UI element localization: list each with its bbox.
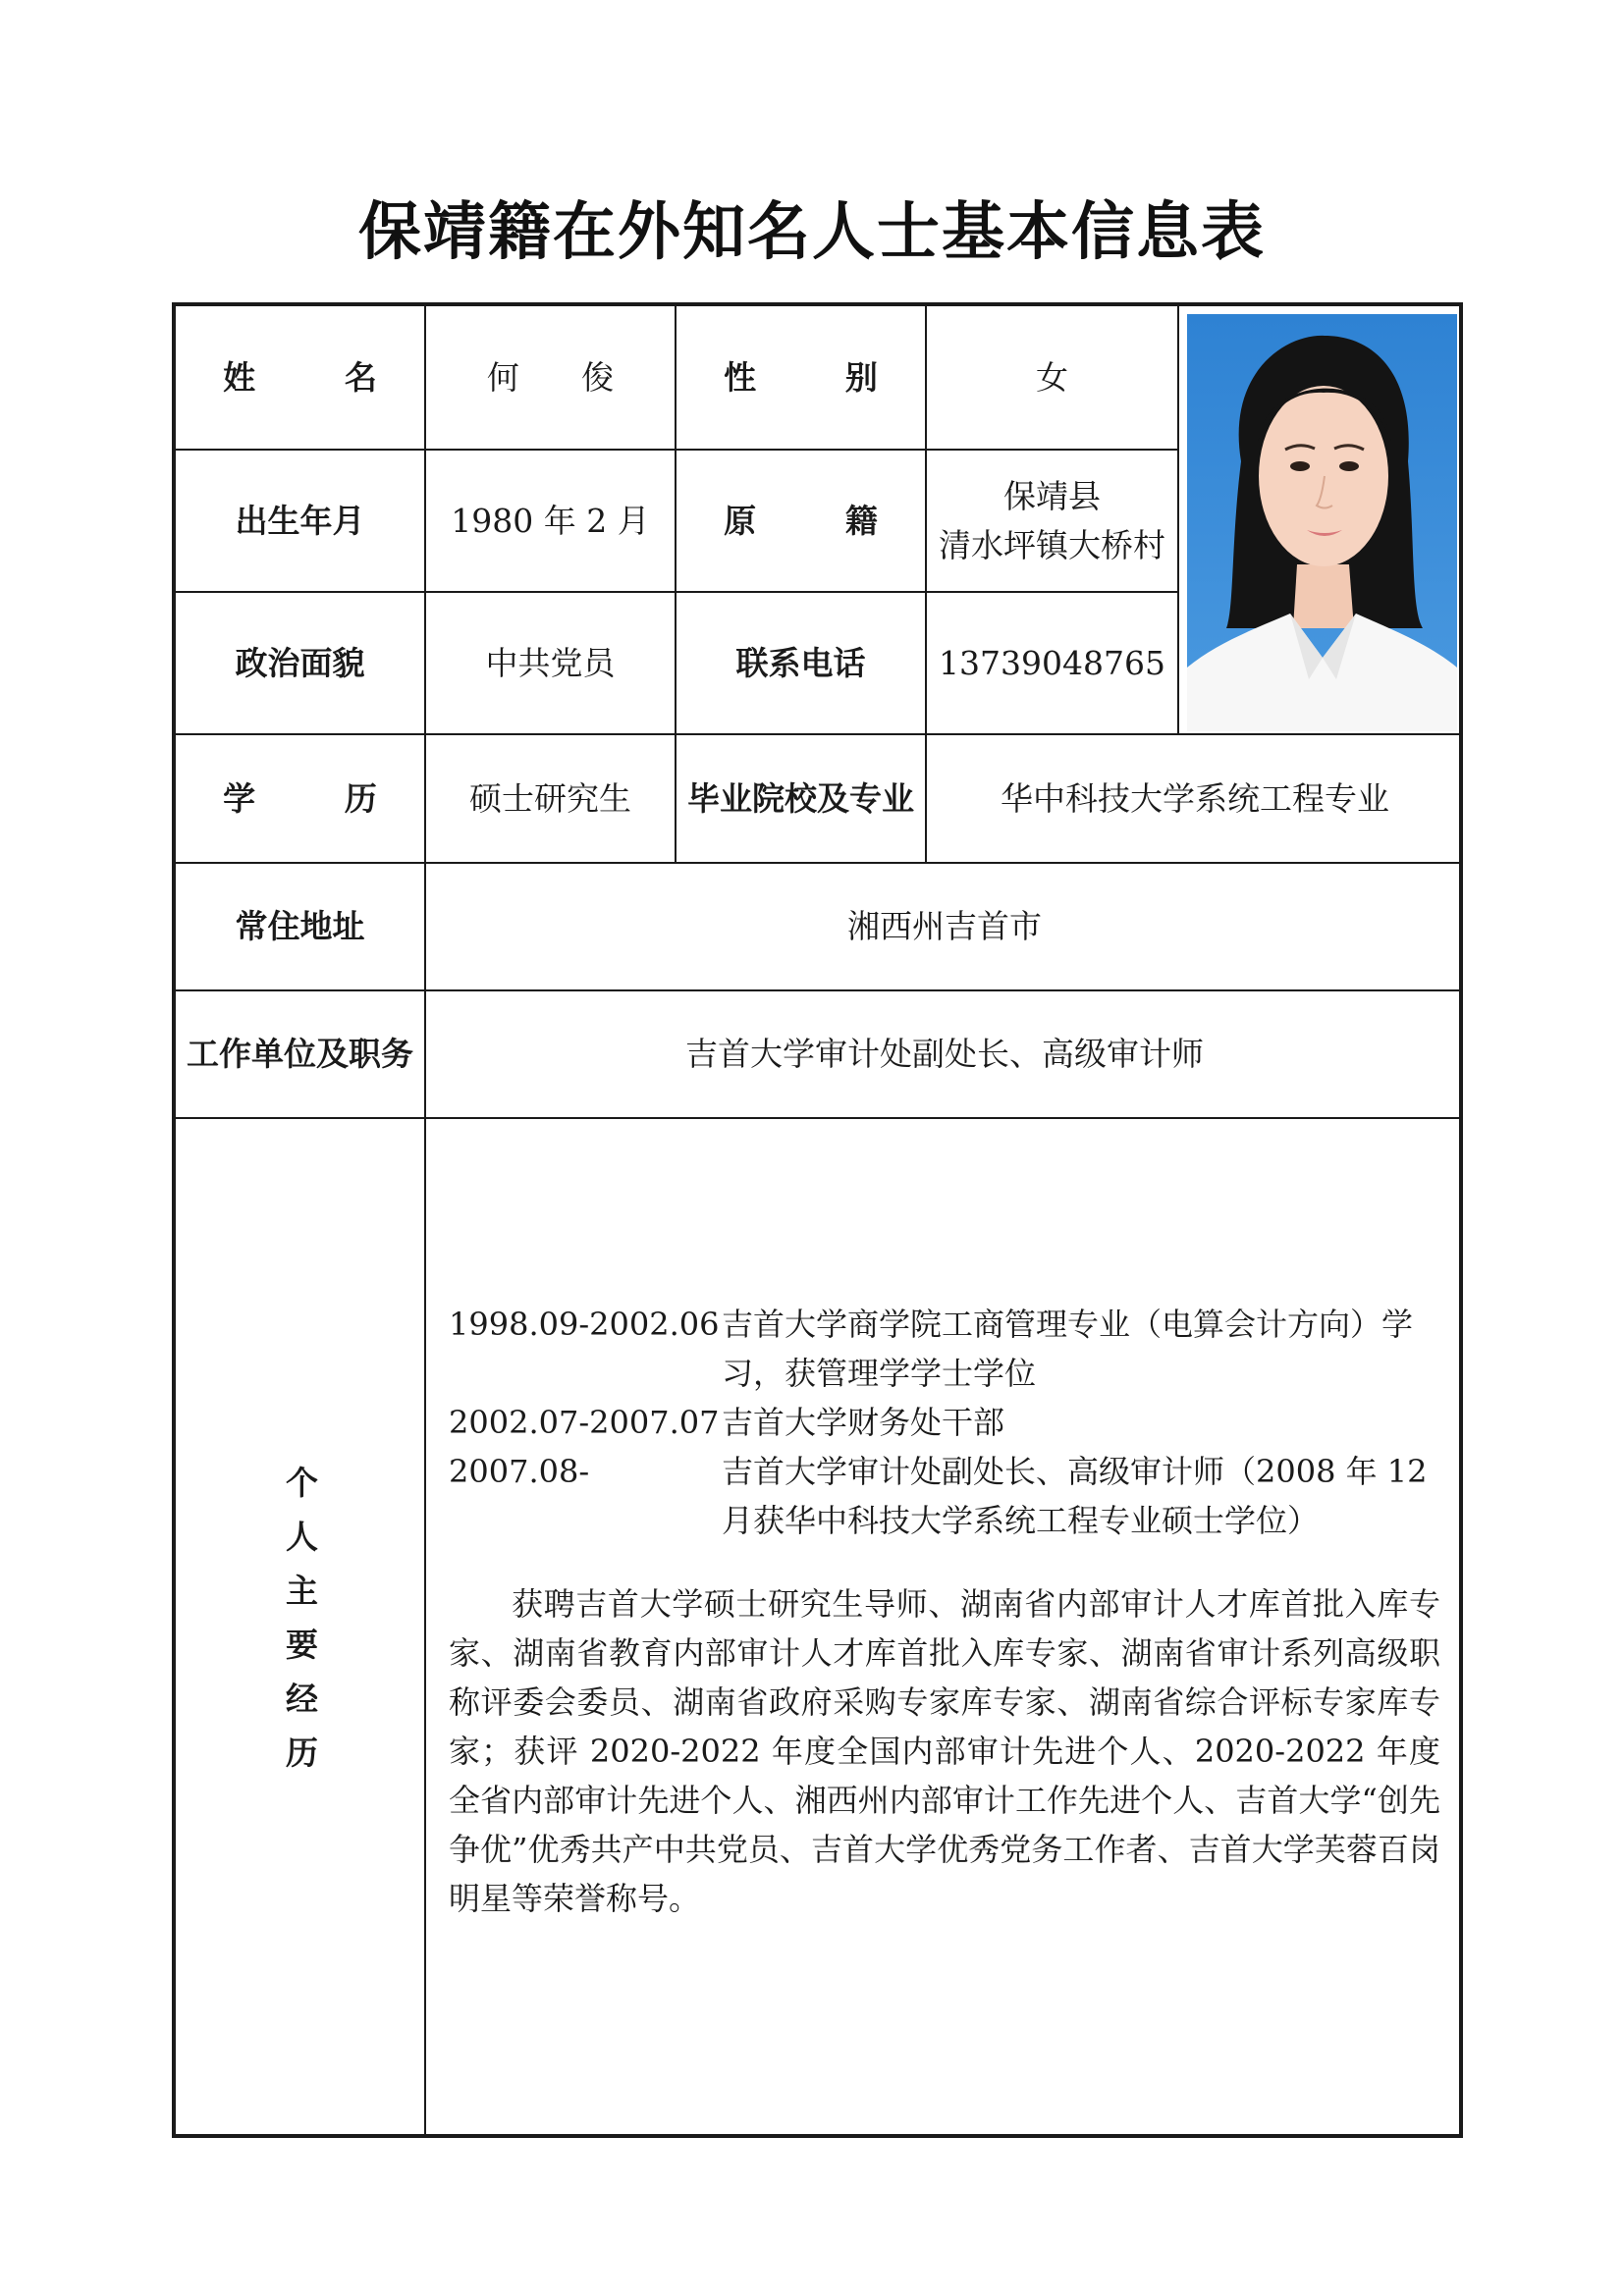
experience-content bbox=[449, 1300, 1440, 1923]
experience-description: 吉首大学商学院工商管理专业（电算会计方向）学习，获管理学学士学位 bbox=[722, 1306, 1414, 1392]
portrait-photo bbox=[1187, 314, 1457, 731]
info-form bbox=[172, 302, 1463, 2138]
experience-entry bbox=[449, 1300, 1440, 1398]
phone-label: 联系电话 bbox=[735, 643, 866, 682]
experience-entry bbox=[449, 1398, 1440, 1447]
school-value: 华中科技大学系统工程专业 bbox=[1001, 778, 1389, 818]
address-value: 湘西州吉首市 bbox=[847, 907, 1042, 946]
origin-village: 清水坪镇大桥村 bbox=[939, 525, 1165, 564]
origin-label: 原 籍 bbox=[724, 501, 917, 540]
work-label: 工作单位及职务 bbox=[187, 1035, 413, 1074]
gender-value: 女 bbox=[1036, 357, 1068, 397]
origin-county: 保靖县 bbox=[1003, 477, 1101, 515]
name-label: 姓 名 bbox=[223, 357, 416, 397]
portrait-illustration bbox=[1187, 314, 1457, 731]
gender-label: 性 别 bbox=[724, 357, 917, 397]
political-value: 中共党员 bbox=[485, 643, 616, 682]
birth-value: 1980 年 2 月 bbox=[451, 501, 650, 540]
education-value: 硕士研究生 bbox=[469, 778, 631, 818]
experience-label: 个人主要经历 bbox=[281, 1466, 319, 1789]
experience-period: 1998.09-2002.06 bbox=[449, 1306, 720, 1343]
name-value: 何 俊 bbox=[486, 357, 640, 397]
work-value: 吉首大学审计处副处长、高级审计师 bbox=[685, 1035, 1204, 1074]
column-divider bbox=[1177, 306, 1179, 733]
form-title: 保靖籍在外知名人士基本信息表 bbox=[358, 196, 1266, 269]
experience-description: 吉首大学财务处干部 bbox=[722, 1404, 1005, 1441]
birth-label: 出生年月 bbox=[235, 501, 365, 540]
address-label: 常住地址 bbox=[235, 907, 365, 946]
education-label: 学 历 bbox=[223, 778, 416, 818]
political-label: 政治面貌 bbox=[235, 643, 365, 682]
phone-value: 13739048765 bbox=[939, 643, 1165, 682]
experience-description: 吉首大学审计处副处长、高级审计师（2008 年 12 月获华中科技大学系统工程专业硕士学位） bbox=[722, 1453, 1428, 1539]
origin-value bbox=[927, 451, 1177, 591]
experience-entry bbox=[449, 1447, 1440, 1545]
experience-period: 2007.08- bbox=[449, 1453, 590, 1490]
school-label: 毕业院校及专业 bbox=[687, 778, 914, 818]
honors-paragraph: 获聘吉首大学硕士研究生导师、湖南省内部审计人才库首批入库专家、湖南省教育内部审计人才库首批入库专家、湖南省审计系列高级职称评委会委员、湖南省政府采购专家库专家、湖南省综合评标专家库专家；获评 2020-2022 年度全国内部审计先进个人、2020-2022 年度全省内部审计先进个人、湘西州内部审计工作先进个人、吉首大学“创先争优”优秀共产中共党员、吉首大学优秀党务工作者、吉首大学芙蓉百岗明星等荣誉称号。 bbox=[449, 1585, 1440, 1917]
experience-period: 2002.07-2007.07 bbox=[449, 1404, 720, 1441]
